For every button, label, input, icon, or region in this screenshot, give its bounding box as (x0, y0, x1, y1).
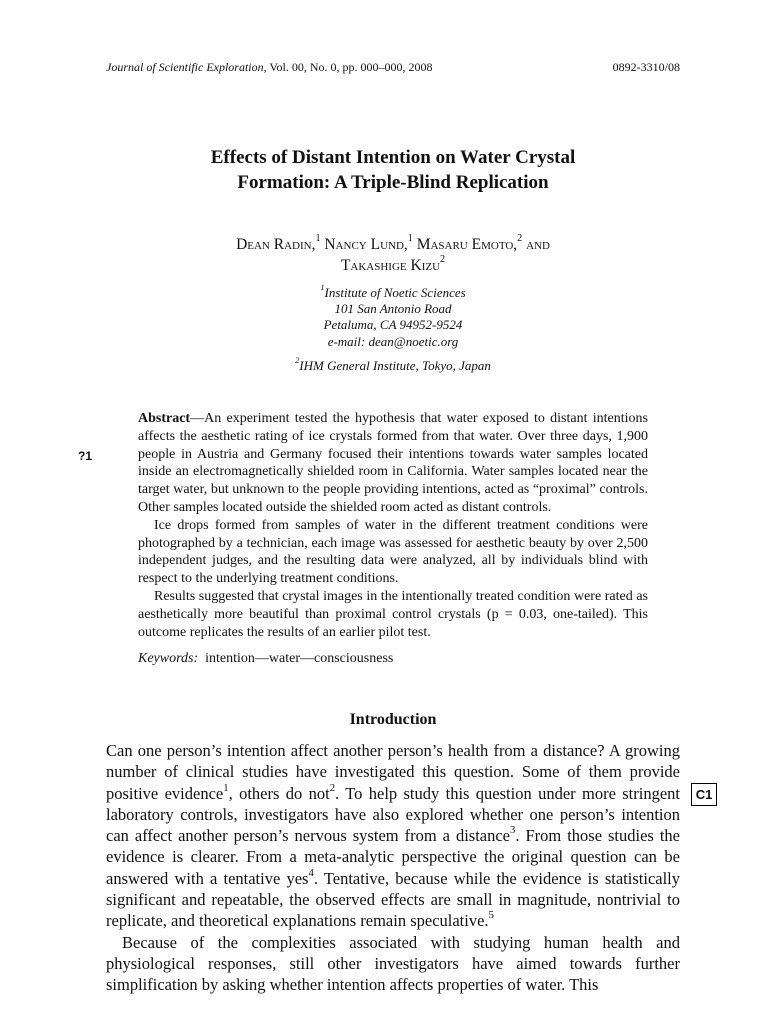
title-line-2: Formation: A Triple-Blind Replication (237, 172, 549, 193)
paper-title (106, 145, 680, 195)
affiliation-2 (106, 355, 680, 374)
institution-name: Institute of Noetic Sciences (324, 285, 466, 300)
keywords (138, 650, 648, 668)
affiliation-mark: 2 (295, 355, 300, 366)
keywords-list: intention—water—consciousness (205, 651, 394, 667)
reference-mark: 4 (308, 866, 314, 879)
abstract-paragraph-3: Results suggested that crystal images in the intentionally treated condition were rated as aesthetically more beautiful than proximal control crystals (p = 0.03, one-tailed). This outcome replicates the results of an earlier pilot test. (138, 588, 648, 640)
issn: 0892-3310/08 (612, 60, 680, 74)
journal-volume: , Vol. 00, No. 0, pp. 000–000, 2008 (263, 60, 433, 74)
intro-text: . Tentative, because while the evidence is statistically significant and repeatable, the observed effects are small in magnitude, nontrivial to replicate, and theoretical explanations remain speculative. (106, 868, 681, 931)
section-heading-introduction: Introduction (349, 711, 437, 728)
affiliation-mark: 1 (320, 282, 325, 293)
institution-city: Petaluma, CA 94952-9524 (323, 317, 463, 333)
abstract (138, 410, 648, 668)
abstract-label: Abstract (138, 411, 191, 426)
author-name: Nancy Lund, (324, 236, 408, 253)
intro-paragraph-1 (106, 740, 680, 932)
reference-mark: 3 (510, 824, 516, 837)
keywords-label: Keywords: (138, 651, 199, 667)
abstract-paragraph-1: —An experiment tested the hypothesis that water exposed to distant intentions affects the aesthetic rating of ice crystals formed from that water. Over three days, 1,900 people in Austria and Germany focused their intentions towards water samples located inside an electromagnetically shielded room in California. Water samples located near the target water, but unknown to the people providing intentions, acted as “proximal” controls. Other samples located outside the shielded room acted as distant controls. (138, 411, 648, 515)
reference-mark: 1 (223, 781, 229, 794)
author-name: Dean Radin, (236, 236, 316, 253)
reference-mark: 5 (488, 909, 494, 922)
journal-citation (106, 60, 433, 75)
journal-name: Journal of Scientific Exploration (106, 60, 264, 74)
author-affiliation-mark: 1 (315, 233, 321, 245)
affiliation-1 (106, 282, 680, 350)
intro-text: Can one person’s intention affect another person’s health from a distance? A growing number of clinical studies have investigated this question. Some of them provide positive evidence (106, 741, 680, 803)
c1-margin-mark: C1 (691, 783, 717, 806)
author-name: Takashige Kizu (340, 257, 441, 274)
abstract-paragraph-2: Ice drops formed from samples of water in the different treatment conditions were photographed by a technician, each image was assessed for aesthetic beauty by over 2,500 independent judges, and the resulting data were analyzed, all by individuals blind with respect to the underlying treatment conditions. (138, 517, 648, 587)
query-margin-mark: ?1 (78, 449, 93, 463)
intro-text: . From those studies the evidence is clearer. From a meta-analytic perspective the original question can be answered with a tentative yes (106, 826, 680, 888)
intro-paragraph-2: Because of the complexities associated with studying human health and physiological responses, still other investigators have aimed towards further simplification by asking whether intention affects properties of water. This (106, 932, 680, 995)
author-affiliation-mark: 2 (517, 233, 523, 245)
author-conjunction: and (526, 236, 550, 253)
reference-mark: 2 (329, 781, 336, 794)
intro-text: , others do not (228, 783, 330, 803)
author-name: Masaru Emoto, (416, 236, 518, 253)
author-affiliation-mark: 1 (407, 233, 413, 245)
institution-street: 101 San Antonio Road (334, 301, 452, 317)
intro-text: . To help study this question under more stringent laboratory controls, investigators have also explored whether one person’s intention can affect another person’s nervous system from a distance (106, 783, 680, 846)
author-list (106, 234, 680, 276)
author-email: e-mail: dean@noetic.org (327, 333, 459, 349)
title-line-1: Effects of Distant Intention on Water Crystal (210, 147, 576, 168)
institution-name: IHM General Institute, Tokyo, Japan (299, 358, 491, 373)
author-affiliation-mark: 2 (440, 254, 446, 266)
running-head (106, 60, 680, 75)
introduction-body (106, 740, 680, 996)
